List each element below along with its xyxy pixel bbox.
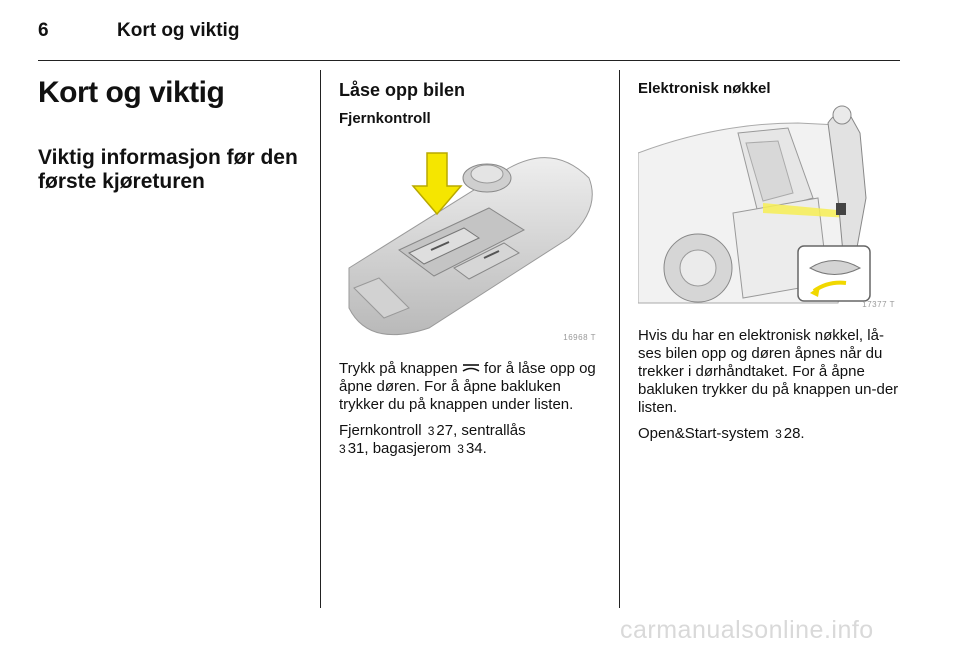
header-divider	[38, 60, 900, 61]
page-reference-icon: 3	[427, 424, 435, 438]
remote-control-subheading: Fjernkontroll	[339, 110, 431, 127]
open-start-reference-paragraph	[638, 425, 902, 443]
page-reference-icon: 3	[339, 442, 346, 456]
unlock-instruction-paragraph	[339, 360, 607, 414]
column-divider-1	[320, 70, 321, 608]
unlock-button-icon	[462, 362, 480, 374]
electronic-key-heading: Elektronisk nøkkel	[638, 80, 771, 97]
page-reference-icon: 3	[457, 442, 464, 456]
remote-control-text	[339, 360, 607, 466]
ref-page-34: 34.	[465, 440, 487, 457]
ref-page-28: 28.	[783, 425, 805, 442]
remote-references-paragraph	[339, 422, 607, 458]
image-reference-code: 17377 T	[862, 300, 895, 309]
section-subtitle: Viktig informasjon før den første kjøreturen	[38, 146, 298, 193]
open-start-label: Open&Start-system	[638, 425, 769, 442]
electronic-key-paragraph: Hvis du har en elektronisk nøkkel, lå-ses bilen opp og døren åpnes når du trekker i dørhåndtaket. For å åpne bakluken trykker du på knappen un-der listen.	[638, 327, 899, 416]
remote-key-drawing	[339, 138, 602, 346]
car-door-drawing	[638, 103, 901, 313]
unlock-instruction-end: for å låse opp og åpne døren. For å åpne bakluken trykker du på knappen under listen.	[339, 360, 596, 413]
ref-central-lock: 27, sentrallås	[436, 422, 526, 439]
unlock-instruction-start: Trykk på knappen	[339, 360, 458, 377]
ref-luggage: 31, bagasjerom	[347, 440, 452, 457]
section-title: Kort og viktig	[38, 76, 225, 109]
page-number: 6	[38, 20, 49, 41]
unlock-car-heading: Låse opp bilen	[339, 80, 466, 100]
column-divider-2	[619, 70, 620, 608]
electronic-key-illustration	[638, 103, 901, 313]
page-reference-icon: 3	[775, 427, 782, 441]
remote-key-illustration	[339, 138, 602, 346]
image-reference-code: 16968 T	[563, 333, 596, 342]
ref-remote-label: Fjernkontroll	[339, 422, 422, 439]
electronic-key-text	[638, 327, 902, 451]
watermark: carmanualsonline.info	[620, 616, 874, 644]
running-header-title: Kort og viktig	[117, 20, 240, 41]
